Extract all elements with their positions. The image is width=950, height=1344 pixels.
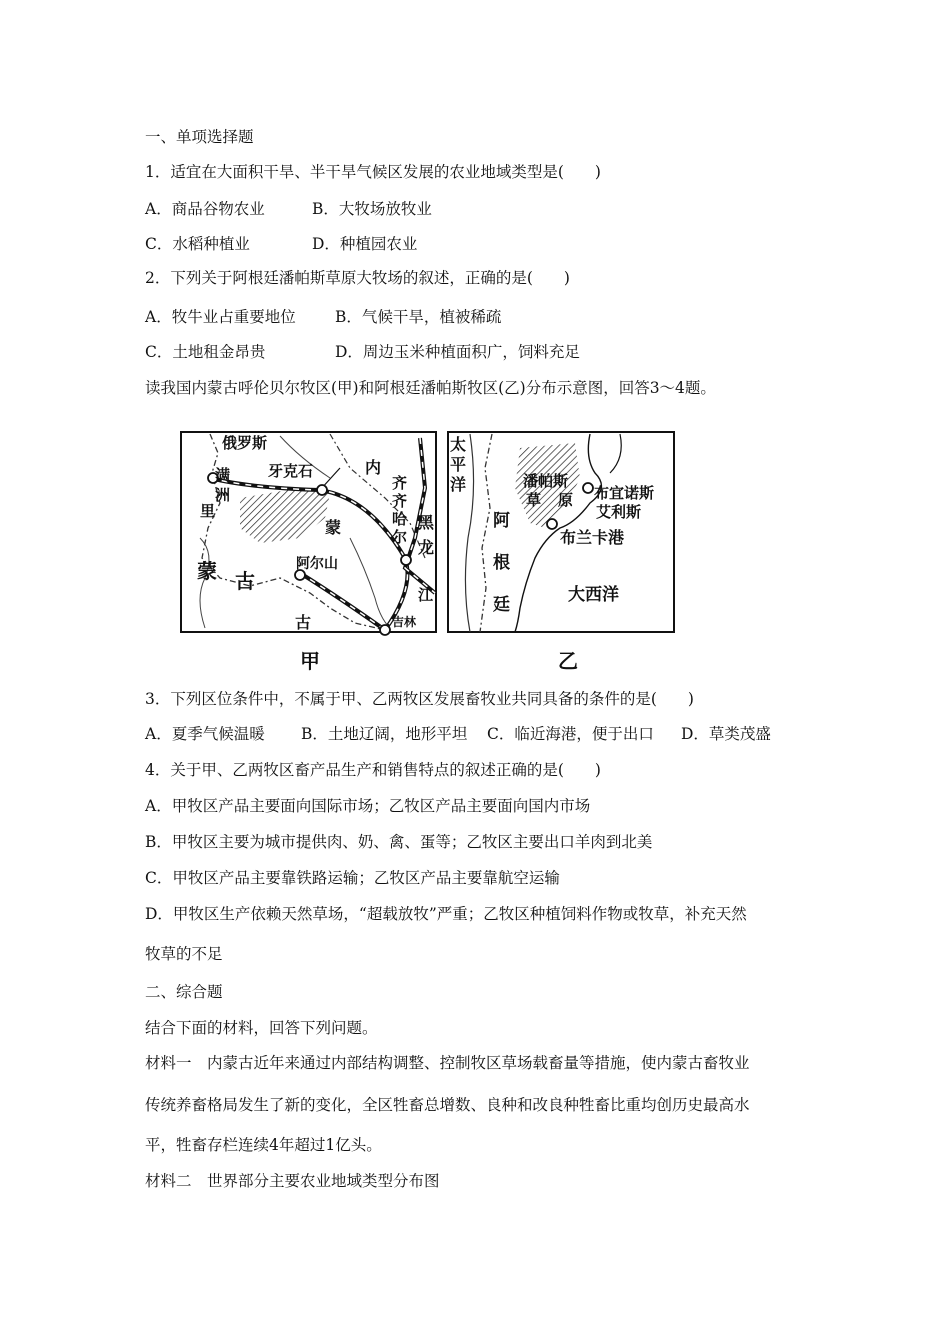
label-buenos-aires-1: 布宜诺斯 — [594, 484, 655, 502]
label-tai: 太 — [450, 435, 467, 454]
question-2-option-d: D．周边玉米种植面积广，饲料充足 — [335, 343, 580, 361]
label-qi2: 齐 — [392, 492, 408, 510]
label-yakeshi: 牙克石 — [268, 462, 314, 480]
material-1-line-3: 平，牲畜存栏连续4年超过1亿头。 — [145, 1136, 382, 1154]
label-meng: 蒙 — [325, 518, 342, 537]
question-4-stem: 4．关于甲、乙两牧区畜产品生产和销售特点的叙述正确的是( ) — [145, 761, 601, 779]
questions-3-4-intro: 读我国内蒙古呼伦贝尔牧区(甲)和阿根廷潘帕斯牧区(乙)分布示意图，回答3～4题。 — [145, 379, 716, 397]
question-2-option-b: B．气候干旱，植被稀疏 — [335, 308, 502, 326]
label-ha: 哈 — [392, 510, 408, 528]
qiqihar-city-marker — [401, 555, 411, 565]
label-gu: 古 — [295, 613, 312, 632]
label-gen: 根 — [493, 553, 510, 573]
label-mongolia-gu: 古 — [235, 569, 255, 593]
jilin-city-marker — [380, 625, 390, 635]
label-russia: 俄罗斯 — [222, 434, 268, 452]
question-3-option-b: B．土地辽阔，地形平坦 — [301, 725, 468, 743]
label-a: 阿 — [493, 511, 510, 531]
question-2-option-c: C．土地租金昂贵 — [145, 343, 266, 361]
question-1-option-d: D．种植园农业 — [312, 235, 418, 253]
question-4-option-b: B．甲牧区主要为城市提供肉、奶、禽、蛋等；乙牧区主要出口羊肉到北美 — [145, 833, 653, 851]
question-3-option-a: A．夏季气候温暖 — [145, 725, 265, 743]
question-3-option-c: C．临近海港，便于出口 — [487, 725, 654, 743]
section-title-comprehensive: 二、综合题 — [145, 983, 223, 1001]
question-2-option-a: A．牧牛业占重要地位 — [145, 308, 296, 326]
question-1-option-a: A．商品谷物农业 — [145, 200, 265, 218]
label-jilin: 吉林 — [392, 615, 417, 629]
label-er: 尔 — [392, 528, 408, 546]
label-ping: 平 — [450, 455, 467, 474]
question-4-option-d: D．甲牧区生产依赖天然草场，“超载放牧”严重；乙牧区种植饲料作物或牧草，补充天然 — [145, 905, 747, 923]
label-mongolia-meng: 蒙 — [197, 559, 217, 583]
label-bahia-blanca: 布兰卡港 — [560, 528, 625, 547]
question-3-stem: 3．下列区位条件中，不属于甲、乙两牧区发展畜牧业共同具备的条件的是( ) — [145, 690, 694, 708]
pastoral-region-maps — [180, 428, 680, 678]
label-hei: 黑 — [418, 513, 435, 532]
question-2-stem: 2．下列关于阿根廷潘帕斯草原大牧场的叙述，正确的是( ) — [145, 269, 570, 287]
map-jia-caption: 甲 — [300, 649, 320, 673]
label-pampas: 潘帕斯 — [523, 472, 569, 490]
map-jia — [181, 432, 436, 673]
question-3-option-d: D．草类茂盛 — [681, 725, 771, 743]
label-atlantic-ocean: 大西洋 — [568, 585, 619, 605]
label-cao: 草 — [526, 491, 542, 509]
label-yang: 洋 — [450, 475, 467, 494]
bahia-blanca-city-marker — [547, 519, 557, 529]
question-1-option-c: C．水稻种植业 — [145, 235, 250, 253]
section-title-single-choice: 一、单项选择题 — [145, 128, 254, 146]
buenos-aires-city-marker — [583, 483, 593, 493]
question-1-option-b: B．大牧场放牧业 — [312, 200, 432, 218]
label-qi1: 齐 — [392, 474, 408, 492]
label-man: 满 — [215, 466, 231, 484]
label-yuan: 原 — [558, 491, 574, 509]
material-2-title: 材料二 世界部分主要农业地域类型分布图 — [145, 1172, 440, 1190]
material-1-line-2: 传统养畜格局发生了新的变化，全区牲畜总增数、良种和改良种牲畜比重均创历史最高水 — [145, 1096, 750, 1114]
question-1-stem: 1．适宜在大面积干旱、半干旱气候区发展的农业地域类型是( ) — [145, 163, 601, 181]
label-long: 龙 — [418, 538, 435, 557]
yakeshi-city-marker — [317, 485, 327, 495]
label-buenos-aires-2: 艾利斯 — [596, 503, 642, 521]
label-li: 里 — [200, 502, 216, 520]
material-1-line-1: 材料一 内蒙古近年来通过内部结构调整、控制牧区草场载畜量等措施，使内蒙古畜牧业 — [145, 1054, 750, 1072]
question-4-option-a: A．甲牧区产品主要面向国际市场；乙牧区产品主要面向国内市场 — [145, 797, 591, 815]
label-ting: 廷 — [493, 595, 510, 615]
label-nei: 内 — [365, 458, 382, 477]
question-4-option-c: C．甲牧区产品主要靠铁路运输；乙牧区产品主要靠航空运输 — [145, 869, 560, 887]
label-aershan: 阿尔山 — [296, 556, 338, 572]
label-zhou: 洲 — [215, 486, 231, 504]
label-jiang: 江 — [418, 586, 434, 604]
question-4-option-d-continued: 牧草的不足 — [145, 945, 223, 963]
map-yi — [448, 432, 674, 673]
comprehensive-intro: 结合下面的材料，回答下列问题。 — [145, 1019, 378, 1037]
map-yi-caption: 乙 — [558, 649, 578, 673]
